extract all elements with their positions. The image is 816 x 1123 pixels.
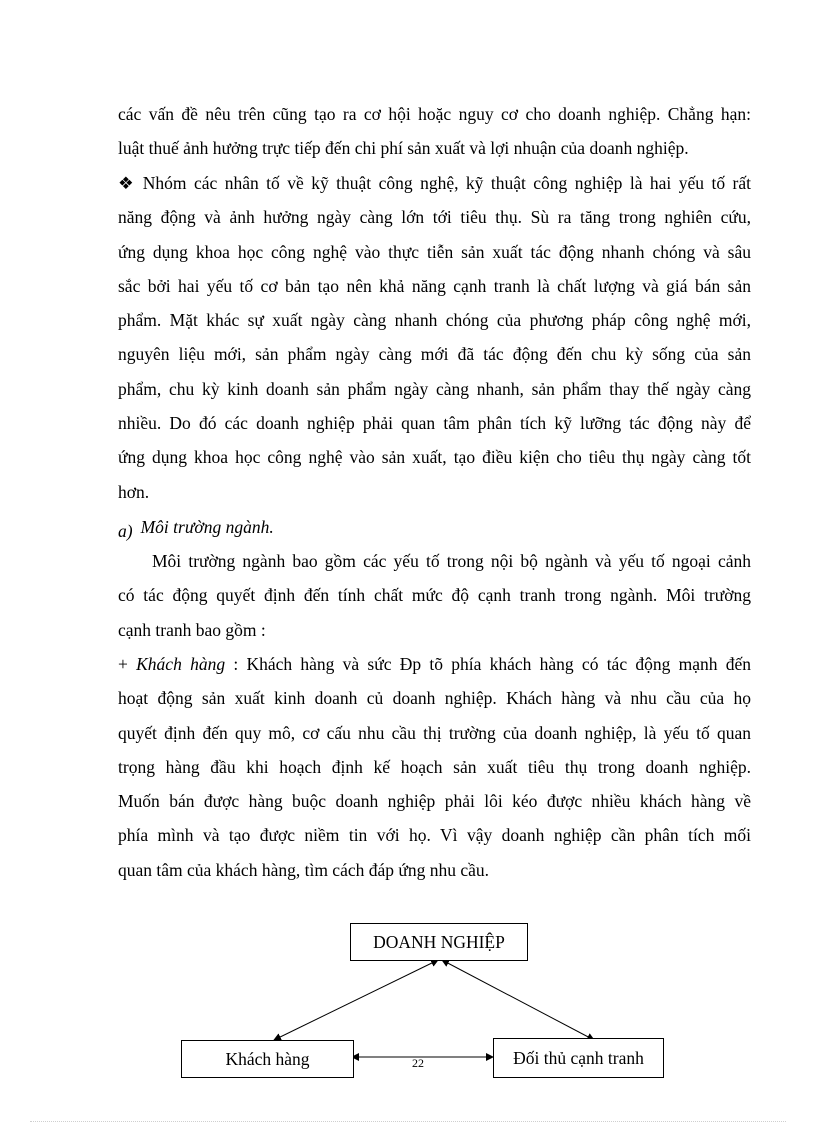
paragraph-continuation bbox=[118, 97, 751, 166]
arrow-competitors-to-enterprise bbox=[442, 960, 594, 1040]
competitors-box bbox=[493, 1038, 664, 1078]
text-line: Nhóm các nhân tố về kỹ thuật công nghệ, kỹ thuật công nghiệp là hai yếu tố rất bbox=[142, 173, 751, 193]
text-line: Môi trường ngành bao gồm các yếu tố trong nội bộ ngành và yếu tố ngoại cảnh bbox=[152, 551, 751, 571]
text-line: sắc bởi hai yếu tố cơ bản tạo nên khả năng cạnh tranh là chất lượng và giá bán sản bbox=[118, 275, 751, 296]
text-line: cạnh tranh bao gồm : bbox=[118, 619, 266, 640]
text-line: quan tâm của khách hàng, tìm cách đáp ứng nhu cầu. bbox=[118, 859, 490, 880]
text-line: năng động và ảnh hưởng ngày càng lớn tới tiêu thụ. Sù ra tăng trong nghiên cứu, bbox=[118, 207, 751, 228]
customers-label: Khách hàng bbox=[225, 1048, 310, 1069]
text-line: phía mình và tạo được niềm tin với họ. Vì vậy doanh nghiệp cần phân tích mối bbox=[118, 825, 751, 846]
page-number: 22 bbox=[412, 1056, 424, 1070]
text-line: hoạt động sản xuất kinh doanh củ doanh nghiệp. Khách hàng và nhu cầu của họ bbox=[118, 688, 751, 709]
text-line: nhiều. Do đó các doanh nghiệp phải quan tâm phân tích kỹ lưỡng tác động này để bbox=[118, 413, 751, 434]
enterprise-box bbox=[350, 923, 528, 961]
customers-first-line bbox=[118, 647, 751, 681]
customers-paragraph bbox=[118, 647, 751, 887]
arrow-customers-to-enterprise bbox=[274, 960, 438, 1040]
competitors-label: Đối thủ cạnh tranh bbox=[513, 1047, 644, 1068]
page-bottom-divider bbox=[30, 1121, 786, 1122]
text-line: ứng dụng khoa học công nghệ vào sản xuất, tạo điều kiện cho tiêu thụ ngày càng tốt bbox=[118, 447, 751, 468]
industry-environment-paragraph bbox=[118, 544, 751, 647]
text-line: ứng dụng khoa học công nghệ vào thực tiễn sản xuất tác động nhanh chóng và sâu bbox=[118, 241, 751, 262]
text-line: nguyên liệu mới, sản phẩm ngày càng mới đã tác động đến chu kỳ sống của sản bbox=[118, 344, 751, 365]
heading-letter: a) bbox=[118, 521, 133, 541]
customers-term: Khách hàng bbox=[136, 654, 226, 674]
text-line: luật thuế ảnh hưởng trực tiếp đến chi phí sản xuất và lợi nhuận của doanh nghiệp. bbox=[118, 138, 689, 159]
enterprise-label: DOANH NGHIỆP bbox=[373, 931, 505, 952]
text-line: quyết định đến quy mô, cơ cấu nhu cầu thị trường của doanh nghiệp, là yếu tố quan bbox=[118, 722, 751, 743]
text-line: Muốn bán được hàng buộc doanh nghiệp phải lôi kéo được nhiều khách hàng về bbox=[118, 791, 751, 812]
diamond-bullet-icon: ❖ bbox=[118, 173, 137, 193]
customers-box bbox=[181, 1040, 354, 1078]
heading-title: Môi trường ngành. bbox=[140, 517, 274, 537]
section-heading bbox=[118, 510, 751, 544]
text-line: : Khách hàng và sức Ðp tõ phía khách hàng có tác động mạnh đến bbox=[225, 654, 751, 674]
plus-prefix: + bbox=[118, 654, 137, 674]
technology-factors-paragraph bbox=[118, 166, 751, 509]
text-line: các vấn đề nêu trên cũng tạo ra cơ hội hoặc nguy cơ cho doanh nghiệp. Chẳng hạn: bbox=[118, 104, 751, 124]
text-line: phẩm, chu kỳ kinh doanh sản phẩm ngày càng nhanh, sản phẩm thay thế ngày càng bbox=[118, 378, 751, 399]
text-line: hơn. bbox=[118, 481, 150, 502]
bullet-first-line bbox=[118, 166, 751, 200]
heading-line bbox=[118, 510, 751, 544]
text-line: có tác động quyết định đến tính chất mức độ cạnh tranh trong ngành. Môi trường bbox=[118, 585, 751, 606]
text-line: phẩm. Mặt khác sự xuất ngày càng nhanh chóng của phương pháp công nghệ mới, bbox=[118, 310, 751, 331]
text-line: trọng hàng đầu khi hoạch định kế hoạch sản xuất tiêu thụ trong doanh nghiệp. bbox=[118, 756, 751, 777]
